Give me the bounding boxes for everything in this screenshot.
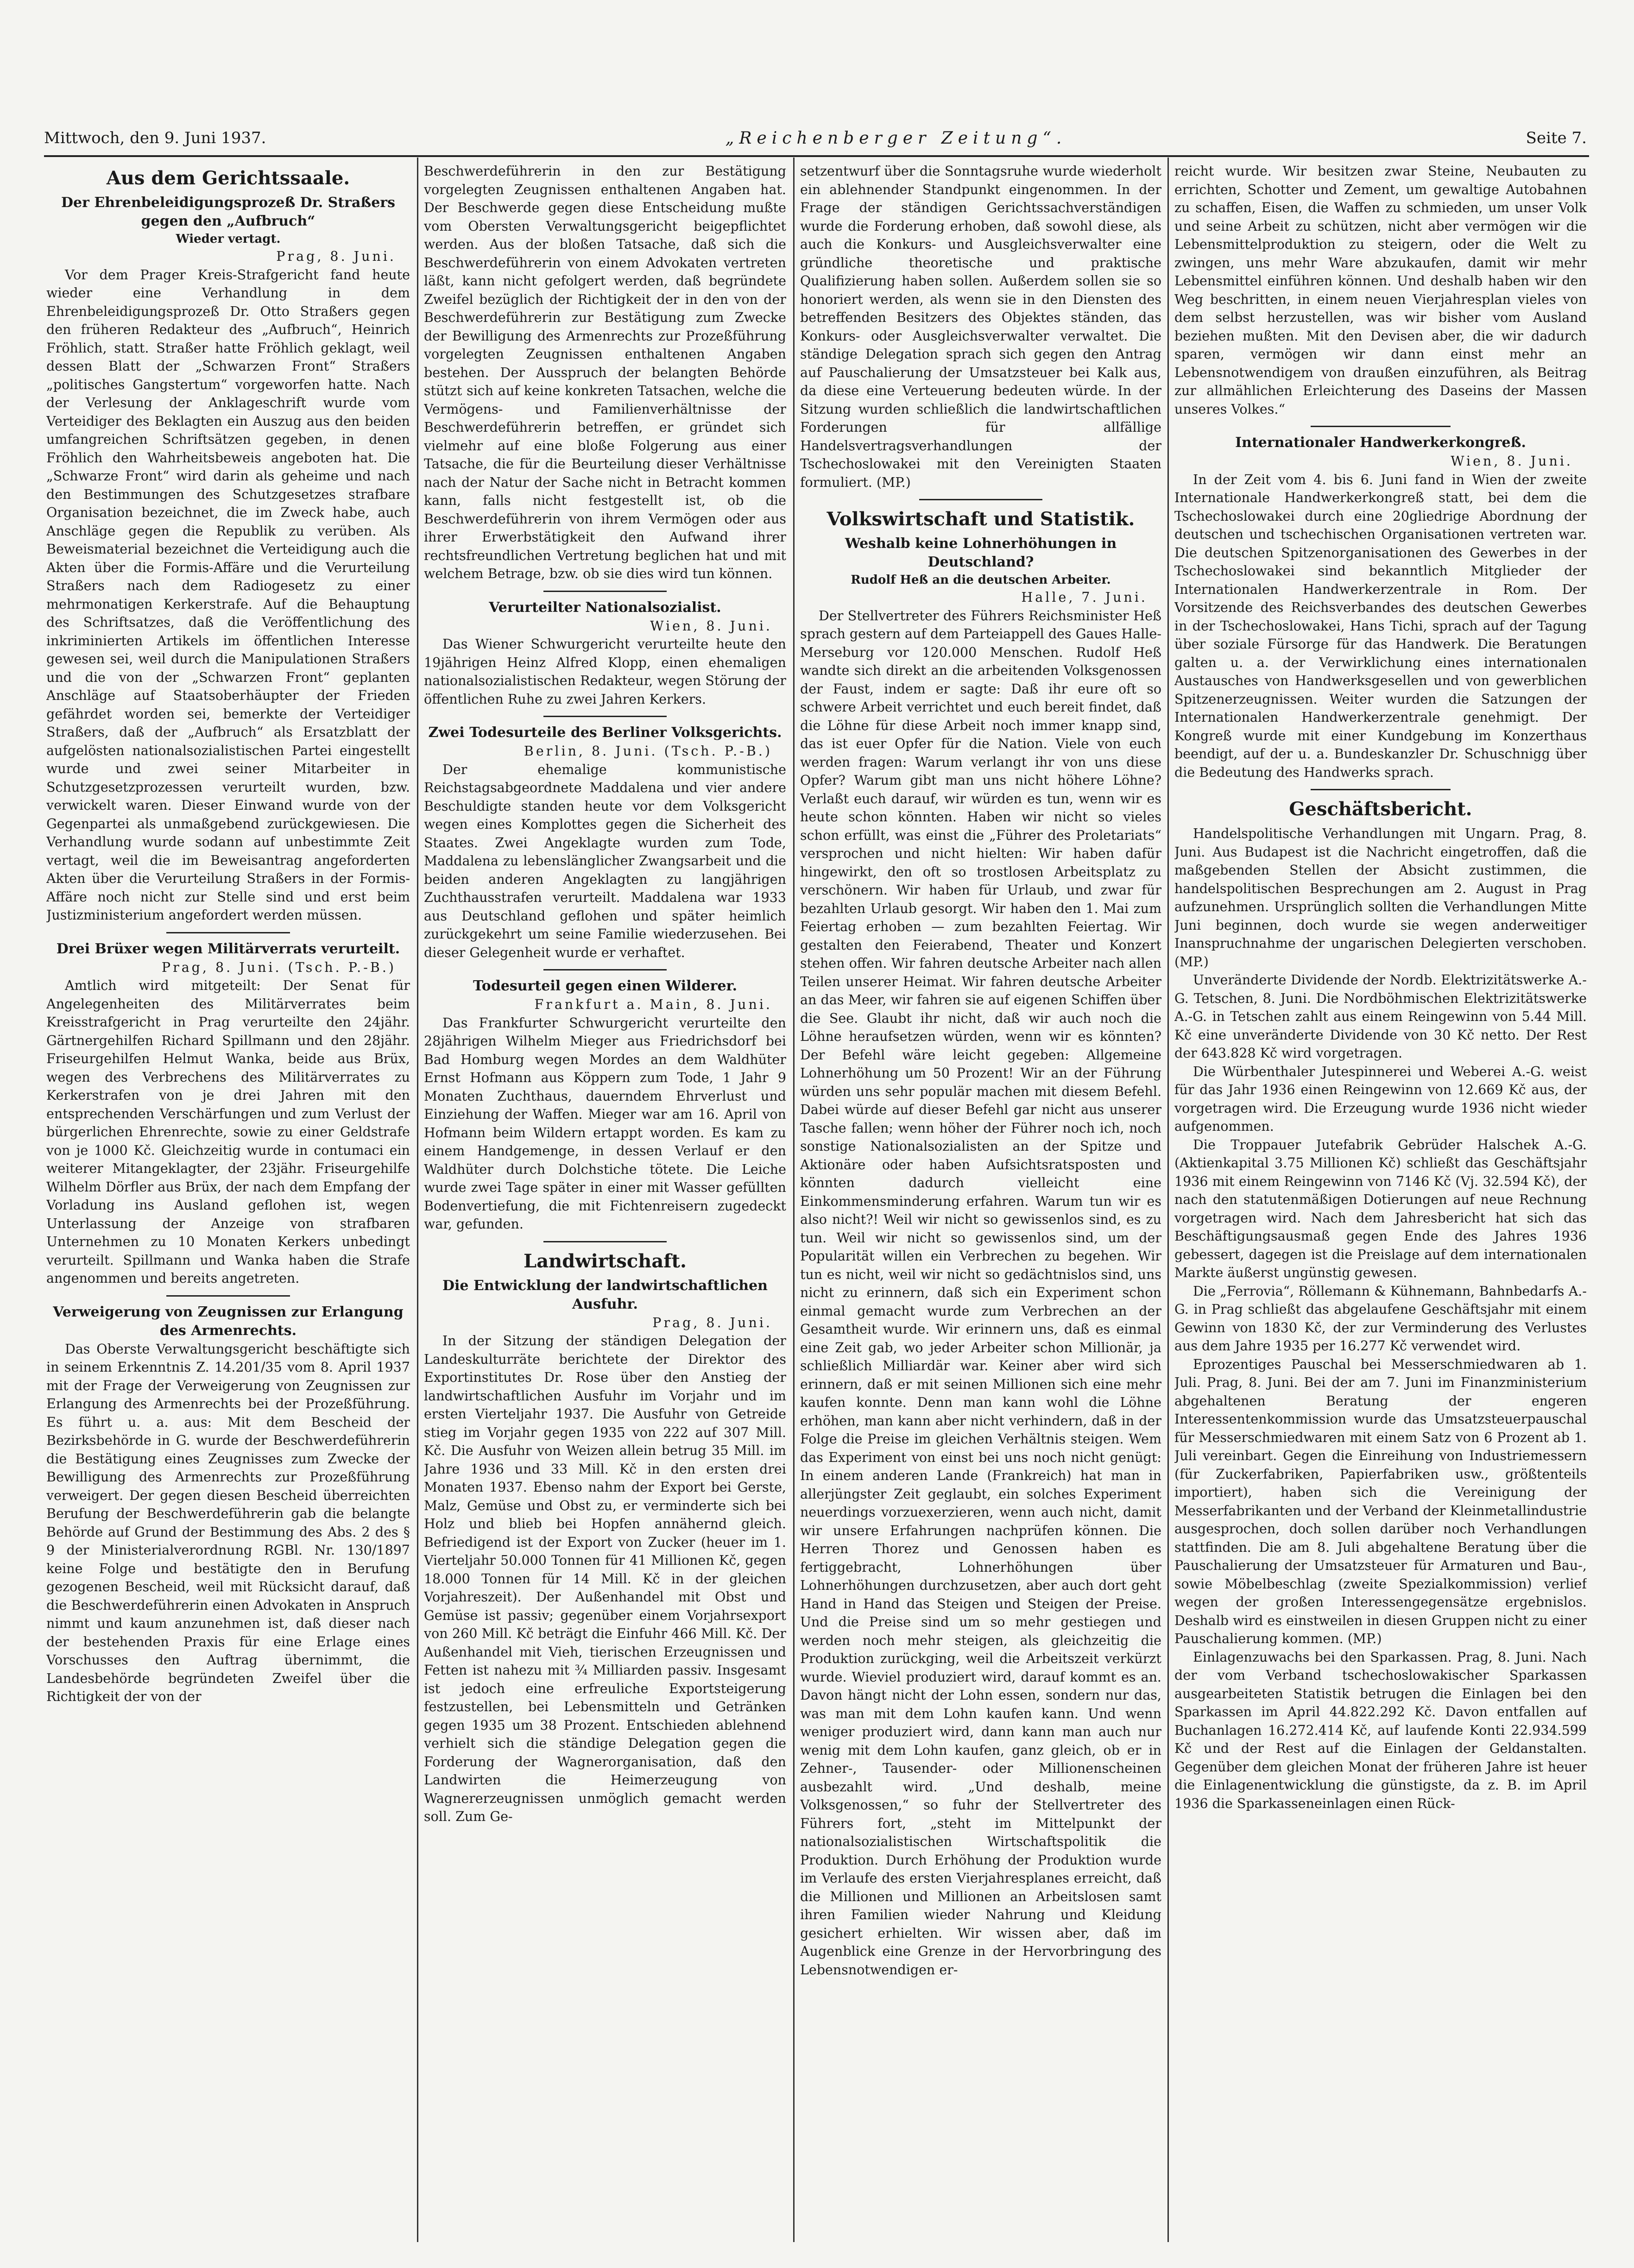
article-body: In der Zeit vom 4. bis 6. Juni fand in Wien der zweite Internationale Handwerkerkongreß statt, bei dem die Tschechoslowakei durch eine 20gliedrige Abordnung der deutschen und tschechischen Organisationen vertreten war. Die deutschen Spitzenorganisationen des Gewerbes in der Tschechoslowakei sind bekanntlich Mitglieder der Internationalen Handwerkerzentrale in Rom. Der Vorsitzende des Reichsverbandes des deutschen Gewerbes in der Tschechoslowakei, Hans Tichi, sprach auf der Tagung über soziale Fürsorge für das Handwerk. Die Beratungen galten u. a. der Verwirklichung eines internationalen Austausches von Handwerksgesellen und von gewerblichen Spitzenerzeugnissen. Weiter wurden die Satzungen der Internationalen Handwerkerzentrale genehmigt. Der Kongreß wurde mit einer Kundgebung im Konzerthaus beendigt, auf der u. a. Bundeskanzler Dr. Schuschnigg über die Bedeutung des Handwerks sprach.: [1174, 472, 1587, 780]
business-item: Die Troppauer Jutefabrik Gebrüder Halschek A.-G. (Aktienkapital 3.75 Millionen Kč) schließt das Geschäftsjahr 1936 mit einem Reingewinn von 7146 Kč (Vj. 32.594 Kč), der nach den statutenmäßigen Dotierungen auf neue Rechnung vorgetragen wird. Nach dem Jahresbericht hat sich das Beschäftigungsausmaß gegen Ende des Jahres 1936 gebessert, dagegen ist die Preislage auf dem internationalen Markte äußerst ungünstig gewesen.: [1174, 1137, 1587, 1280]
section-heading: Landwirtschaft.: [524, 1250, 687, 1272]
column-divider: [1167, 158, 1169, 2242]
column-4: [1174, 162, 1587, 2256]
article-title: Die Entwicklung der landwirtschaftlichen Ausfuhr.: [442, 1277, 768, 1312]
article-dateline: Frankfurt a. Main, 8. Juni.: [534, 997, 772, 1012]
article-body: Der Stellvertreter des Führers Reichsminister Heß sprach gestern auf dem Parteiappell des Gaues Halle-Merseburg vor 120.000 Menschen. Rudolf Heß wandte sich direkt an die arbeitenden Volksgenossen der Faust, indem er sagte: Daß ihr eure oft so schwere Arbeit verrichtet und euch bereit findet, daß die Löhne für diese Arbeit noch immer knapp sind, das ist euer Opfer für die Nation. Viele von euch werden fragen: Warum verlangt ihr von uns diese Opfer? Warum gibt man uns nicht höhere Löhne? Verlaßt euch darauf, wir würden es tun, wenn wir es heute schon könnten. Haben wir nicht so vieles schon erfüllt, was einst die „Führer des Proletariats“ versprochen und nicht hielten: Wir haben dafür hingewirkt, den oft so trostlosen Arbeitsplatz zu verschönern. Wir haben für Urlaub, und zwar für bezahlten Urlaub gesorgt. Wir haben den 1. Mai zum Feiertag erhoben — zum bezahlten Feiertag. Wir gestalten den Feierabend, Theater und Konzert stehen offen. Wir fahren deutsche Arbeiter nach allen Teilen unserer Heimat. Wir fahren deutsche Arbeiter an das Meer, wir fahren sie auf eigenen Schiffen über die See. Glaubt ihr nicht, daß wir auch noch die Löhne heraufsetzen würden, wenn wir es könnten? Der Befehl wäre leicht gegeben: Allgemeine Lohnerhöhung um 50 Prozent! Wir an der Führung würden uns sehr populär machen mit diesem Befehl. Dabei würde auf dieser Befehl gar nicht aus unserer Tasche fallen; wenn höher der Führer noch ich, noch sonstige Nationalsozialisten an der Spitze und Aktionäre oder haben Aufsichtsratsposten und könnten dadurch vielleicht eine Einkommensminderung erfahren. Warum tun wir es also nicht?! Weil wir nicht so gewissenlos sind, es zu tun. Weil wir nicht so gewissenlos sind, um der Popularität willen ein Verbrechen zu begehen. Wir tun es nicht, weil wir nicht so gedächtnislos sind, uns nicht zu erinnern, daß sich ein Experiment schon einmal gemacht wurde zum Verbrechen an der Gesamtheit wurde. Wir erinnern uns, daß es einmal eine Zeit gab, wo jeder Arbeiter schon Millionär, ja schließlich Milliardär war. Keiner aber wird sich erinnern, daß er mit seinen Millionen sich eine mehr kaufen konnte. Denn man kann wohl die Löhne erhöhen, man kann aber nicht verhindern, daß in der Folge die Preise im gleichen Verhältnis steigen. Wem das Experiment von einst bei uns noch nicht genügt: In einem anderen Lande (Frankreich) hat man in allerjüngster Zeit geglaubt, ein solches Experiment neuerdings vorzuexerzieren, wenn auch nicht, damit wir unsere Erfahrungen nachprüfen können. Die Herren Thorez und Genossen haben es fertiggebracht, Lohnerhöhungen über Lohnerhöhungen durchzusetzen, aber auch dort geht Hand in Hand das Steigen und Steigen der Preise. Und die Preise sind um so mehr gestiegen und werden noch mehr steigen, als gleichzeitig die Produktion zurückging, weil die Arbeitszeit verkürzt wurde. Wieviel produziert wird, darauf kommt es an. Davon hängt nicht der Lohn essen, sondern nur das, was man mit dem Lohn kaufen kann. Und wenn weniger produziert wird, dann kann man auch nur wenig mit dem Lohn kaufen, ganz gleich, ob er in Zehner-, Tausender- oder Millionenscheinen ausbezahlt wird. „Und deshalb, meine Volksgenossen,“ so fuhr der Stellvertreter des Führers fort, „steht im Mittelpunkt der nationalsozialistischen Wirtschaftspolitik die Produktion. Durch Erhöhung der Produktion wurde im Verlaufe des ersten Vierjahresplanes erreicht, daß die Millionen und Millionen an Arbeitslosen samt ihren Familien wieder Nahrung und Kleidung gesichert erhielten. Wir wissen aber, daß im Augenblick eine Grenze in der Hervorbringung des Lebensnotwendigen er-: [800, 608, 1161, 1978]
article-body: In der Sitzung der ständigen Delegation der Landeskulturräte berichtete der Direktor des Exportinstitutes Dr. Rose über den Anstieg der landwirtschaftlichen Ausfuhr im Vorjahr und im ersten Vierteljahr 1937. Die Ausfuhr von Getreide stieg im Vorjahr gegen 1935 von 222 auf 307 Mill. Kč. Die Ausfuhr von Weizen allein betrug 35 Mill. im Jahre 1936 und 33 Mill. Kč in den ersten drei Monaten 1937. Ebenso nahm der Export bei Gerste, Malz, Gemüse und Obst zu, er verminderte sich bei Holz und blieb bei Hopfen annähernd gleich. Befriedigend ist der Export von Zucker (heuer im 1. Vierteljahr 50.000 Tonnen für 41 Millionen Kč, gegen 18.000 Tonnen für 14 Mill. Kč in der gleichen Vorjahreszeit). Der Außenhandel mit Obst und Gemüse ist passiv; gegenüber einem Vorjahrsexport von 260 Mill. Kč beträgt die Einfuhr 466 Mill. Kč. Der Außenhandel mit Vieh, tierischen Erzeugnissen und Fetten ist nahezu mit ¾ Milliarden passiv. Insgesamt ist jedoch eine erfreuliche Exportsteigerung festzustellen, bei Lebensmitteln und Getränken gegen 1935 um 38 Prozent. Entschieden ablehnend verhielt sich die ständige Delegation gegen die Forderung der Wagnerorganisation, daß den Landwirten die Heimerzeugung von Wagnererzeugnissen unmöglich gemacht werden soll. Zum Ge-: [424, 1333, 786, 1824]
section-heading: Volkswirtschaft und Statistik.: [826, 508, 1135, 530]
article-subtitle: Rudolf Heß an die deutschen Arbeiter.: [851, 573, 1111, 587]
article-separator: [919, 499, 1042, 500]
article-title: Drei Brüxer wegen Militärverrats verurteilt.: [56, 940, 400, 957]
section-heading: Geschäftsbericht.: [1289, 798, 1472, 820]
article-body: Amtlich wird mitgeteilt: Der Senat für Angelegenheiten des Militärverrates beim Kreisstrafgericht in Prag verurteilte den 24jähr. Gärtnergehilfen Richard Spillmann und den 28jähr. Friseurgehilfen Helmut Wanka, beide aus Brüx, wegen des Verbrechens des Militärverrates zu Kerkerstrafen von je drei Jahren mit den entsprechenden Verschärfungen und zum Verlust der bürgerlichen Ehrenrechte, sowie zu einer Geldstrafe von je 1000 Kč. Gleichzeitig wurde in contumaci ein weiterer Mitangeklagter, der 23jähr. Friseurgehilfe Wilhelm Dörfler aus Brüx, der nach dem Empfang der Vorladung ins Ausland geflohen ist, wegen Unterlassung der Anzeige von strafbaren Unternehmen zu 10 Monaten Kerkers unbedingt verurteilt. Spillmann und Wanka haben die Strafe angenommen und bereits angetreten.: [46, 978, 410, 1286]
article-title: Todesurteil gegen einen Wilderer.: [473, 978, 738, 994]
article-body: Das Oberste Verwaltungsgericht beschäftigte sich in seinem Erkenntnis Z. 14.201/35 vom 8. April 1937 mit der Frage der Verweigerung von Zeugnissen zur Erlangung des Armenrechts bei der Prozeßführung. Es führt u. a. aus: Mit dem Bescheid der Bezirksbehörde in G. wurde der Beschwerdeführerin die Bestätigung eines Zeugnisses zum Zwecke der Bewilligung des Armenrechts zur Prozeßführung verweigert. Der gegen diesen Bescheid überreichten Berufung der Beschwerdeführerin gab die belangte Behörde auf Grund der Bestimmung des Abs. 2 des § 9 der Ministerialverordnung RGBl. Nr. 130/1897 keine Folge und bestätigte den in Berufung gezogenen Bescheid, weil mit Rücksicht darauf, daß die Beschwerdeführerin einen Advokaten in Anspruch nimmt und kaum anzunehmen ist, daß dieser nach der bestehenden Praxis für eine Erlage eines Vorschusses den Auftrag übernimmt, die Landesbehörde begründeten Zweifel über die Richtigkeit der von der: [46, 1341, 410, 1704]
article-body: setzentwurf über die Sonntagsruhe wurde wiederholt ein ablehnender Standpunkt eingenommen. In der Frage der ständigen Gerichtssachverständigen wurde die Forderung erhoben, daß sowohl diese, als auch die Konkurs- und Ausgleichsverwalter eine gründliche theoretische und praktische Qualifizierung haben sollen. Außerdem sollen sie so honoriert werden, als wenn sie in den Diensten des betreffenden Besitzers des Objektes ständen, das Konkurs- oder Ausgleichsverwalter verwaltet. Die ständige Delegation sprach sich gegen den Antrag auf Pauschalierung der Umsatzsteuer bei Kalk aus, da diese eine Verteuerung bedeuten würde. In der Sitzung wurden schließlich die landwirtschaftlichen Forderungen für allfällige Handelsvertragsverhandlungen der Tschechoslowakei mit den Vereinigten Staaten formuliert. (MP.): [800, 164, 1161, 490]
header-masthead: „Reichenberger Zeitung“.: [725, 128, 1067, 148]
article-title: Verurteilter Nationalsozialist.: [489, 599, 721, 616]
article-dateline: Halle, 7. Juni.: [1021, 590, 1148, 605]
article-body: Beschwerdeführerin in den zur Bestätigung vorgelegten Zeugnissen enthaltenen Angaben hat. Der Beschwerde gegen diese Entscheidung mußte vom Obersten Verwaltungsgericht beigepflichtet werden. Aus der bloßen Tatsache, daß sich die Beschwerdeführerin von einem Advokaten vertreten läßt, kann nicht gefolgert werden, daß begründete Zweifel bezüglich der Richtigkeit der in den von der Beschwerdeführerin zur Bestätigung zum Zwecke der Bewilligung des Armenrechts zur Prozeßführung vorgelegten Zeugnissen enthaltenen Angaben bestehen. Der Ausspruch der belangten Behörde stützt sich auf keine konkreten Tatsachen, welche die Vermögens- und Familienverhältnisse der Beschwerdeführerin betreffen, er gründet sich vielmehr auf eine bloße Folgerung aus einer Tatsache, die für die Beurteilung dieser Verhältnisse nach der Natur der Sache nicht in Betracht kommen kann, falls nicht festgestellt ist, ob die Beschwerdeführerin von ihrem Vermögen oder aus ihrer Erwerbstätigkeit den Aufwand ihrer rechtsfreundlichen Vertretung beglichen hat und mit welchem Betrage, bzw. ob sie dies wird tun können.: [424, 164, 786, 581]
article-separator: [543, 716, 667, 717]
article-dateline: Prag, 8. Juni. (Tsch. P.-B.): [161, 959, 396, 975]
article-separator: [543, 969, 667, 970]
column-divider: [417, 158, 418, 2242]
article-separator: [166, 932, 290, 933]
article-dateline: Prag, 8. Juni.: [276, 249, 396, 264]
article-separator: [1311, 426, 1451, 427]
article-title: Zwei Todesurteile des Berliner Volksgerichts.: [428, 724, 782, 741]
article-body: reicht wurde. Wir besitzen zwar Steine, Neubauten zu errichten, Schotter und Zement, um gewaltige Autobahnen zu schaffen, Eisen, die Waffen zu schmieden, um unser Volk und seine Arbeit zu schützen, nicht aber vermögen wir die Lebensmittelproduktion zu steigern, oder die Welt zu zwingen, uns mehr Ware abzukaufen, damit wir mehr Lebensmittel einführen können. Und deshalb haben wir den Weg beschritten, in einem neuen Vierjahresplan vieles von dem selbst herzustellen, was wir bisher vom Ausland beziehen mußten. Mit den Devisen aber, die wir dadurch sparen, vermögen wir dann einst mehr an Lebensnotwendigem von draußen einzuführen, als Beitrag zur allmählichen Erleichterung des Daseins der Massen unseres Volkes.“: [1174, 164, 1587, 417]
article-body: Der ehemalige kommunistische Reichstagsabgeordnete Maddalena und vier andere Beschuldigte standen heute vor dem Volksgericht wegen eines Komplottes gegen die Sicherheit des Staates. Zwei Angeklagte wurden zum Tode, Maddalena zu lebenslänglicher Zwangsarbeit und die beiden anderen Angeklagten zu langjährigen Zuchthausstrafen verurteilt. Maddalena war 1933 aus Deutschland geflohen und später heimlich zurückgekehrt um seine Familie wiederzusehen. Bei dieser Gelegenheit wurde er verhaftet.: [424, 762, 786, 960]
article-dateline: Berlin, 8. Juni. (Tsch. P.-B.): [524, 743, 772, 759]
business-item: Handelspolitische Verhandlungen mit Ungarn. Prag, 8. Juni. Aus Budapest ist die Nachricht eingetroffen, daß die maßgebenden Stellen der Absicht zustimmen, die handelspolitischen Besprechungen am 2. August in Prag aufzunehmen. Ursprünglich sollten die Verhandlungen Mitte Juni beginnen, doch wurde sie wegen anderweitiger Inanspruchnahme der ungarischen Delegierten verschoben. (MP.): [1174, 826, 1587, 970]
page-header: [44, 124, 1587, 152]
business-item: Die Würbenthaler Jutespinnerei und Weberei A.-G. weist für das Jahr 1936 einen Reingewinn von 12.669 Kč aus, der vorgetragen wird. Die Erzeugung wurde 1936 nicht wieder aufgenommen.: [1174, 1064, 1587, 1134]
article-separator: [1311, 789, 1451, 790]
section-heading: Aus dem Gerichtssaale.: [106, 167, 350, 189]
header-rule: [44, 155, 1589, 157]
article-title: Der Ehrenbeleidigungsprozeß Dr. Straßers gegen den „Aufbruch“: [61, 195, 395, 229]
column-divider: [793, 158, 795, 2242]
article-body: Vor dem Prager Kreis-Strafgericht fand heute wieder eine Verhandlung in dem Ehrenbeleidigungsprozeß Dr. Otto Straßers gegen den früheren Redakteur des „Aufbruch“, Heinrich Fröhlich, statt. Straßer hatte Fröhlich geklagt, weil dessen Blatt der „Schwarzen Front“ Straßers „politisches Gangstertum“ vorgeworfen hatte. Nach der Verlesung der Anklageschrift wurde vom Verteidiger des Beklagten ein Auszug aus den beiden umfangreichen Schriftsätzen gegeben, in denen Fröhlich den Wahrheitsbeweis angeboten hat. Die „Schwarze Front“ wird darin als geheime und nach den Bestimmungen des Schutzgesetzes strafbare Organisation bezeichnet, die im Zweck habe, auch Anschläge gegen die Republik zu verüben. Als Beweismaterial bezeichnet die Verteidigung auch die Akten über die Formis-Affäre und die Verurteilung Straßers nach dem Radiogesetz zu einer mehrmonatigen Kerkerstrafe. Auf die Behauptung des Schriftsatzes, daß die Veröffentlichung des inkriminierten Artikels im öffentlichen Interesse gewesen sei, weil durch die Manipulationen Straßers und die von der „Schwarzen Front“ geplanten Anschläge auf Staatsoberhäupter der Frieden gefährdet worden sei, bemerkte der Verteidiger Straßers, daß der „Aufbruch“ als Ersatzblatt der aufgelösten nationalsozialistischen Partei eingestellt wurde und zwei seiner Mitarbeiter in Schutzgesetzprozessen verurteilt wurden, bzw. verwickelt waren. Dieser Einwand wurde von der Gegenpartei als unmaßgebend zurückgewiesen. Die Verhandlung wurde sodann auf unbestimmte Zeit vertagt, weil die im Beweisantrag angeforderten Akten über die Verurteilung Straßers in der Formis-Affäre noch nicht zur Stelle sind und erst beim Justizministerium angefordert werden müssen.: [46, 267, 410, 923]
article-separator: [543, 1241, 667, 1242]
article-title: Verweigerung von Zeugnissen zur Erlangung des Armenrechts.: [53, 1304, 404, 1339]
column-3: [800, 162, 1161, 2256]
article-subtitle: Wieder vertagt.: [176, 232, 281, 246]
business-item: Einlagenzuwachs bei den Sparkassen. Prag, 8. Juni. Nach der vom Verband tschechoslowakischer Sparkassen ausgearbeiteten Statistik betrugen die Einlagen bei den Sparkassen im April 44.822.292 Kč. Davon entfallen auf Buchanlagen 16.272.414 Kč, auf laufende Konti 22.934.599 Kč und der Rest auf die Einlagen der Geldanstalten. Gegenüber dem gleichen Monat der früheren Jahre ist heuer die Einlagenentwicklung die günstigste, da z. B. im April 1936 die Sparkasseneinlagen einen Rück-: [1174, 1649, 1587, 1811]
business-item: Eprozentiges Pauschal bei Messerschmiedwaren ab 1. Juli. Prag, 8. Juni. Bei der am 7. Juni im Finanzministerium abgehaltenen Beratung der engeren Interessentenkommission wurde das Umsatzsteuerpauschal für Messerschmiedwaren mit einem Satz von 6 Prozent ab 1. Juli vereinbart. Gegen die Einreihung von Industriemessern (für Zuckerfabriken, Papierfabriken usw., größtenteils importiert), haben sich die Vereinigung der Messerfabrikanten und der Verband der Kleinmetallindustrie ausgesprochen, doch sollen darüber noch Verhandlungen stattfinden. Die am 8. Juli abgehaltene Beratung über die Pauschalierung der Umsatzsteuer für Armaturen und Bau-, sowie Möbelbeschlag (zweite Spezialkommission) verlief wegen der großen Interessengegensätze ergebnislos. Deshalb wird es einstweilen in diesen Gruppen nicht zu einer Pauschalierung kommen. (MP.): [1174, 1356, 1587, 1646]
article-separator: [543, 591, 667, 592]
header-page-number: Seite 7.: [1526, 129, 1587, 147]
article-title: Weshalb keine Lohnerhöhungen in Deutschland?: [845, 536, 1117, 570]
article-separator: [166, 1295, 290, 1297]
article-body: Das Wiener Schwurgericht verurteilte heute den 19jährigen Heinz Alfred Klopp, einen ehemaligen nationalsozialistischen Redakteur, wegen Störung der öffentlichen Ruhe zu zwei Jahren Kerkers.: [424, 636, 786, 707]
article-dateline: Wien, 8. Juni.: [1451, 454, 1573, 469]
business-item: Die „Ferrovia“, Röllemann & Kühnemann, Bahnbedarfs A.-G. in Prag schließt das abgelaufene Geschäftsjahr mit einem Gewinn von 1830 Kč, der zur Verminderung des Verlustes aus dem Jahre 1935 per 16.277 Kč verwendet wird.: [1174, 1283, 1587, 1354]
article-dateline: Prag, 8. Juni.: [652, 1315, 772, 1330]
business-item: Unveränderte Dividende der Nordb. Elektrizitätswerke A.-G. Tetschen, 8. Juni. Die Nordböhmischen Elektrizitätswerke A.-G. in Tetschen zahlt aus einem Reingewinn von 5.44 Mill. Kč eine unveränderte Dividende von 30 Kč netto. Der Rest der 643.828 Kč wird vorgetragen.: [1174, 972, 1587, 1061]
column-1: [46, 162, 410, 2256]
column-2: [424, 162, 786, 2256]
header-date: Mittwoch, den 9. Juni 1937.: [44, 129, 266, 147]
article-body: Das Frankfurter Schwurgericht verurteilte den 28jährigen Wilhelm Mieger aus Friedrichsdorf bei Bad Homburg wegen Mordes an dem Waldhüter Ernst Hofmann aus Köppern zum Tode, 1 Jahr 9 Monaten Zuchthaus, dauerndem Ehrverlust und Einziehung der Waffen. Mieger war am 16. April von Hofmann beim Wildern ertappt worden. Es kam zu einem Handgemenge, in dessen Verlauf er den Waldhüter durch Dolchstiche tötete. Die Leiche wurde zwei Tage später in einer mit Wasser gefüllten Bodenvertiefung, die mit Fichtenreisern zugedeckt war, gefunden.: [424, 1015, 786, 1232]
article-dateline: Wien, 8. Juni.: [650, 618, 772, 634]
article-title: Internationaler Handwerkerkongreß.: [1235, 435, 1526, 451]
